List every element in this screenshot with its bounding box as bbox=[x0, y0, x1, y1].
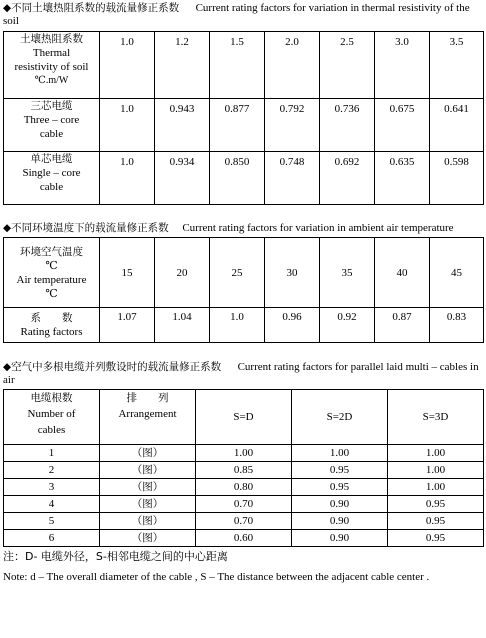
table-row bbox=[4, 496, 484, 513]
table-cell: 0.70 bbox=[196, 513, 292, 530]
table-cell: 2.0 bbox=[265, 32, 320, 99]
section1-title bbox=[3, 2, 483, 28]
section3-title bbox=[3, 361, 483, 387]
table-cell: 1.0 bbox=[210, 308, 265, 343]
table-cell: 1.00 bbox=[388, 479, 484, 496]
header-number-of-cables: 电缆根数 Number of cables bbox=[4, 390, 100, 445]
table-cell: 0.95 bbox=[388, 513, 484, 530]
table-cell: 1.07 bbox=[100, 308, 155, 343]
table-cell: 0.675 bbox=[375, 99, 430, 152]
table-row bbox=[4, 479, 484, 496]
table-cell: 0.692 bbox=[320, 152, 375, 205]
table-cell: 0.60 bbox=[196, 530, 292, 547]
table-cell: 2 bbox=[4, 462, 100, 479]
table-cell: 25 bbox=[210, 238, 265, 308]
table-row bbox=[4, 99, 484, 152]
table-row bbox=[4, 308, 484, 343]
table-cell: 45 bbox=[430, 238, 484, 308]
table-cell: 0.95 bbox=[388, 496, 484, 513]
table-cell: 0.87 bbox=[375, 308, 430, 343]
table-cell: 3 bbox=[4, 479, 100, 496]
table-cell: 0.70 bbox=[196, 496, 292, 513]
table-cell: 0.748 bbox=[265, 152, 320, 205]
table-cell: 1 bbox=[4, 445, 100, 462]
table-cell: 3.5 bbox=[430, 32, 484, 99]
table-cell: 1.00 bbox=[388, 462, 484, 479]
table-cell: 0.90 bbox=[292, 496, 388, 513]
table-cell: 0.850 bbox=[210, 152, 265, 205]
table-cell: 1.0 bbox=[100, 32, 155, 99]
row-header-single-core: 单芯电缆 Single – core cable bbox=[4, 152, 100, 205]
table-cell: 0.792 bbox=[265, 99, 320, 152]
table-cell: 5 bbox=[4, 513, 100, 530]
ambient-temperature-table bbox=[3, 237, 484, 343]
note-cn: 注：D- 电缆外径，S-相邻电缆之间的中心距离 bbox=[3, 550, 228, 563]
arrangement-figure: （图） bbox=[100, 513, 196, 530]
table-cell: 1.0 bbox=[100, 152, 155, 205]
header-s-3d: S=3D bbox=[388, 390, 484, 445]
table-row bbox=[4, 445, 484, 462]
row-header-temperature: 环境空气温度 ℃ Air temperature ℃ bbox=[4, 238, 100, 308]
table-cell: 0.934 bbox=[155, 152, 210, 205]
table-cell: 0.80 bbox=[196, 479, 292, 496]
table-cell: 0.85 bbox=[196, 462, 292, 479]
table-cell: 6 bbox=[4, 530, 100, 547]
table-cell: 4 bbox=[4, 496, 100, 513]
table-cell: 1.04 bbox=[155, 308, 210, 343]
table-cell: 0.95 bbox=[292, 479, 388, 496]
table-row bbox=[4, 32, 484, 99]
table-cell: 30 bbox=[265, 238, 320, 308]
table-cell: 35 bbox=[320, 238, 375, 308]
row-header-rating-factors: 系 数 Rating factors bbox=[4, 308, 100, 343]
table-cell: 1.0 bbox=[100, 99, 155, 152]
table-cell: 1.00 bbox=[388, 445, 484, 462]
soil-resistivity-table bbox=[3, 31, 484, 205]
arrangement-figure: （图） bbox=[100, 496, 196, 513]
section2-title-cn: ◆不同环境温度下的载流量修正系数 bbox=[3, 222, 169, 234]
table-cell: 0.95 bbox=[388, 530, 484, 547]
header-s-d: S=D bbox=[196, 390, 292, 445]
table-cell: 1.00 bbox=[292, 445, 388, 462]
table-cell: 1.00 bbox=[196, 445, 292, 462]
table-cell: 1.5 bbox=[210, 32, 265, 99]
table-row bbox=[4, 390, 484, 445]
table-cell: 0.598 bbox=[430, 152, 484, 205]
table-cell: 0.83 bbox=[430, 308, 484, 343]
note-en: Note: d – The overall diameter of the cable , S – The distance between the adjacent cable center . bbox=[3, 571, 430, 583]
header-arrangement: 排 列 Arrangement bbox=[100, 390, 196, 445]
section2-title-en: Current rating factors for variation in ambient air temperature bbox=[182, 222, 454, 234]
header-s-2d: S=2D bbox=[292, 390, 388, 445]
section1-title-cn: ◆不同土壤热阻系数的载流量修正系数 bbox=[3, 2, 180, 14]
table-cell: 0.92 bbox=[320, 308, 375, 343]
table-cell: 2.5 bbox=[320, 32, 375, 99]
section3-title-cn: ◆空气中多根电缆并列敷设时的载流量修正系数 bbox=[3, 361, 222, 373]
row-header-three-core: 三芯电缆 Three – core cable bbox=[4, 99, 100, 152]
table-cell: 1.2 bbox=[155, 32, 210, 99]
arrangement-figure: （图） bbox=[100, 462, 196, 479]
table-cell: 0.943 bbox=[155, 99, 210, 152]
section1-title-en: Current rating factors for variation in thermal resistivity of the soil bbox=[3, 2, 470, 27]
arrangement-figure: （图） bbox=[100, 530, 196, 547]
arrangement-figure: （图） bbox=[100, 445, 196, 462]
table-row bbox=[4, 462, 484, 479]
arrangement-figure: （图） bbox=[100, 479, 196, 496]
table-cell: 0.635 bbox=[375, 152, 430, 205]
table-cell: 0.96 bbox=[265, 308, 320, 343]
section2-title bbox=[3, 222, 483, 235]
table-row bbox=[4, 152, 484, 205]
table-cell: 15 bbox=[100, 238, 155, 308]
table-cell: 3.0 bbox=[375, 32, 430, 99]
row-header-soil: 土壤热阻系数 Thermal resistivity of soil ℃.m/W bbox=[4, 32, 100, 99]
table-row bbox=[4, 513, 484, 530]
table-cell: 20 bbox=[155, 238, 210, 308]
table-cell: 0.90 bbox=[292, 530, 388, 547]
table-cell: 0.736 bbox=[320, 99, 375, 152]
table-row bbox=[4, 238, 484, 308]
table-cell: 0.641 bbox=[430, 99, 484, 152]
document bbox=[3, 2, 483, 585]
parallel-cables-table bbox=[3, 389, 484, 547]
table-cell: 40 bbox=[375, 238, 430, 308]
table-row bbox=[4, 530, 484, 547]
table-cell: 0.95 bbox=[292, 462, 388, 479]
section3-title-en: Current rating factors for parallel laid multi – cables in air bbox=[3, 361, 479, 386]
table-cell: 0.90 bbox=[292, 513, 388, 530]
table-cell: 0.877 bbox=[210, 99, 265, 152]
